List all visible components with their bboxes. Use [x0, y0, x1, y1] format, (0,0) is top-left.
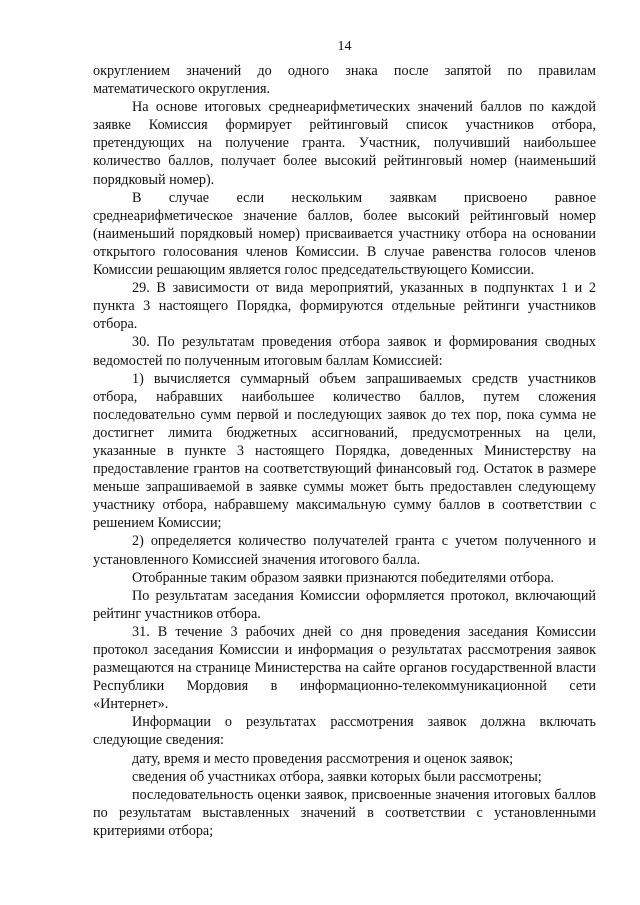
paragraph-continuation: округлением значений до одного знака после запятой по правилам математического округления. [93, 63, 596, 98]
paragraph-subitem-1: 1) вычисляется суммарный объем запрашиваемых средств участников отбора, набравших наибольшее количество баллов, путем сложения последовательно сумм первой и последующих заявок до тех пор, пока сумма не достигнет лимита бюджетных ассигнований, предусмотренных на цели, указанные в пункте 3 настоящего Порядка, доведенных Министерству на предоставление грантов на соответствующий финансовый год. Остаток в размере меньше запрашиваемой в заявке суммы может быть предоставлен следующему участнику отбора, набравшему максимальную сумму баллов в соответствии с решением Комиссии; [93, 370, 596, 532]
paragraph-list-date: дату, время и место проведения рассмотрения и оценок заявок; [132, 750, 514, 767]
paragraph-winners: Отобранные таким образом заявки признаются победителями отбора. [132, 569, 555, 586]
document-page [93, 0, 596, 905]
paragraph-item-29: 29. В зависимости от вида мероприятий, указанных в подпунктах 1 и 2 пункта 3 настоящего Порядка, формируются отдельные рейтинги участников отбора. [93, 280, 596, 333]
paragraph-item-30: 30. По результатам проведения отбора заявок и формирования сводных ведомостей по полученным итоговым баллам Комиссией: [93, 334, 596, 369]
paragraph-rating-list: На основе итоговых среднеарифметических значений баллов по каждой заявке Комиссия формирует рейтинговый список участников отбора, претендующих на получение гранта. Участник, получивший наибольшее количество баллов, получает более высокий рейтинговый номер (наименьший порядковый номер). [93, 99, 596, 188]
paragraph-item-31: 31. В течение 3 рабочих дней со дня проведения заседания Комиссии протокол заседания Комиссии и информация о результатах рассмотрения заявок размещаются на странице Министерства на сайте органов государственной власти Республики Мордовия в информационно-телекоммуникационной сети «Интернет». [93, 623, 596, 713]
paragraph-list-participants: сведения об участниках отбора, заявки которых были рассмотрены; [132, 768, 542, 785]
document-body [93, 62, 596, 840]
page-number: 14 [337, 39, 352, 54]
paragraph-equal-scores: В случае если нескольким заявкам присвоено равное среднеарифметическое значение баллов, более высокий рейтинговый номер (наименьший порядковый номер) присваивается участнику отбора на основании открытого голосования членов Комиссии. В случае равенства голосов членов Комиссии решающим является голос председательствующего Комиссии. [93, 189, 596, 279]
paragraph-list-sequence: последовательность оценки заявок, присвоенные значения итоговых баллов по результатам выставленных значений в соответствии с установленными критериями отбора; [93, 786, 596, 839]
paragraph-info-content: Информации о результатах рассмотрения заявок должна включать следующие сведения: [93, 714, 596, 749]
paragraph-protocol: По результатам заседания Комиссии оформляется протокол, включающий рейтинг участников отбора. [93, 587, 596, 622]
paragraph-subitem-2: 2) определяется количество получателей гранта с учетом полученного и установленного Комиссией значения итогового балла. [93, 533, 596, 568]
